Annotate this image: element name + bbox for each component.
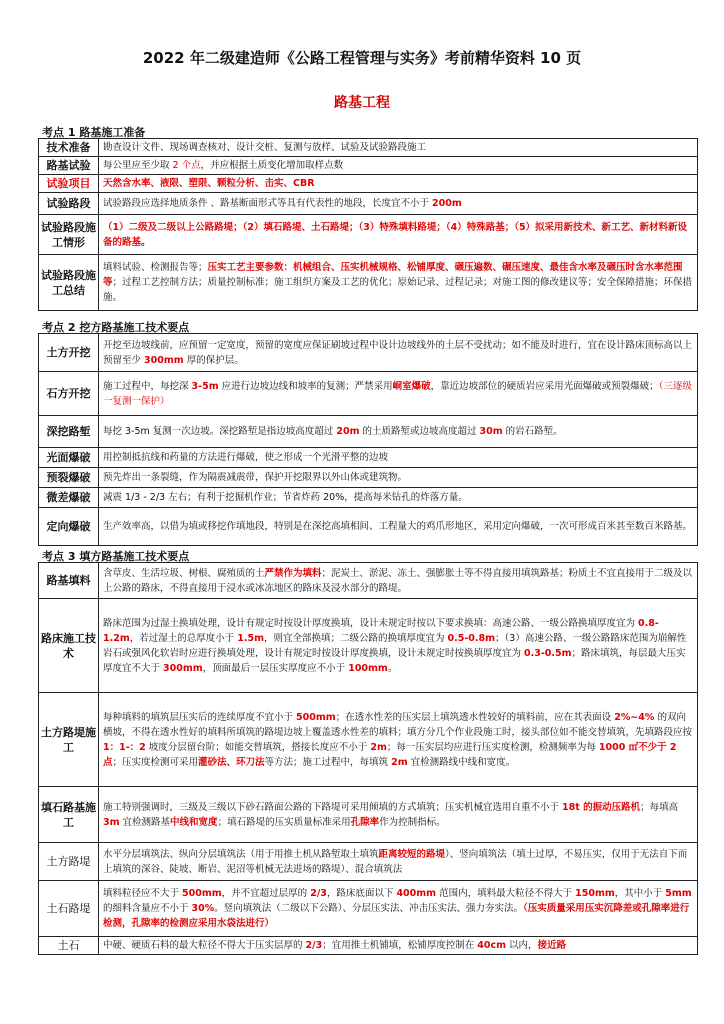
text: 范围内，填料最大粒径不得大于 [436,888,576,899]
table-row [39,255,698,311]
text: 试验路段应选择地质条件 、路基断面形式等具有代表性的地段，长度宜不小于 [103,198,433,209]
text: 等方法；施工过程中，每填筑 [264,756,392,768]
text: 每公里应至少取 [103,160,173,171]
row-key: 路床施工技术 [39,599,99,693]
section-subtitle: 路基工程 [334,95,390,111]
table-row [39,448,698,468]
table-row [39,139,698,157]
text-highlight: 1.5m [237,632,264,644]
text: 中硬、硬质石料的最大粒径不得大于压实层厚的 [103,940,306,951]
text: 含草皮、生活垃圾、树根、腐殖质的土 [103,567,265,579]
row-key: 土方开挖 [39,334,99,372]
text-highlight: 孔隙率 [350,816,380,828]
row-text [99,193,698,215]
table-row [39,468,698,488]
text-highlight: 150mm [575,888,615,899]
text-highlight: 2/3 [310,888,327,899]
row-text [99,416,698,448]
row-key: 土方路堤施工 [39,693,99,787]
text-highlight: 压实工艺主要参数：机械组合、压实机械规格、松铺厚度、碾压遍数、碾压速度、最佳含水率及碾压时含水率范围等 [103,262,683,288]
row-key: 路基试验 [39,157,99,175]
text: 路床范围为过湿土换填处理，设计有规定时按设计厚度换填，设计未规定时按以下要求换填：高速公路、一级公路换填厚度宜为 [103,617,639,629]
text: 施工过程中，每挖深 [103,380,192,392]
text-highlight: 500mm [296,711,336,723]
text: 每挖 3-5m 复测一次边坡。深挖路堑是指边坡高度超过 [103,426,337,437]
text-highlight: （三逐级一复测一保护） [103,380,692,407]
table-row [39,599,698,693]
row-text: 天然含水率、液限、塑限、颗粒分析、击实、CBR [99,175,698,193]
table-row [39,563,698,599]
row-text: 用控制抵抗线和药量的方法进行爆破，使之形成一个光滑平整的边坡 [99,448,698,468]
table-row [39,843,698,881]
text: 宜检测路基 [119,816,171,828]
text: ；过程工艺控制方法；质量控制标准；施工组织方案及工艺的优化；原始记录、过程记录；对施工图的修改建议等；安全保障措施；环保措施。 [103,277,693,303]
text-highlight: 中线和宽度 [170,816,218,828]
text-highlight: 2/3 [305,940,323,951]
section-2-heading: 考点 2 挖方路基施工技术要点 [42,321,190,334]
text: 的双向横坡，不得在透水性好的填料所填筑的路堤边坡上覆盖透水性差的填料；填方分几个作业段施工时，接头部位如不能交替填筑，先填路段应按 [103,711,693,738]
table-row [39,881,698,937]
text: ；宜用推土机铺填，松铺厚度控制在 [322,940,478,951]
text: 。竖向填筑法（二级以下公路）、分层压实法、冲击压实法、强力夯实法。 [214,903,524,914]
table-row [39,416,698,448]
row-key: 土石路堤 [39,881,99,937]
text-highlight: 0.8-1.2m [103,617,659,644]
row-key: 试验路段施工总结 [39,255,99,311]
table-row [39,175,698,193]
text-highlight: 100mm [348,662,388,674]
text-highlight: 3-5m [191,380,219,392]
section-1-heading: 考点 1 路基施工准备 [42,126,146,139]
row-text [99,334,698,372]
text: ；在透水性差的压实层上填筑透水性较好的填料前，应在其表面设 [335,711,615,723]
text: ）、竖向填筑法（填土过厚，不易压实，仅用于无法自下而上填筑的深谷、陡坡、断岩、泥沼等机械无法进场的路堤）、混合填筑法 [103,848,688,875]
text-highlight: 1000 ㎡不少于 2 点 [103,741,677,768]
text: 宜检测路线中线和宽度。 [407,756,516,768]
text-highlight: 30m [479,426,503,437]
text-highlight: 18t 的振动压路机 [562,801,641,813]
text: ；每填高 [640,801,679,813]
text: 施工特别强调时，三级及三级以下砂石路面公路的下路堤可采用倾填的方式填筑；压实机械宜选用自重不小于 [103,801,563,813]
document-title: 2022 年二级建造师《公路工程管理与实务》考前精华资料 10 页 [142,49,582,67]
table-row [39,157,698,175]
row-key: 试验项目 [39,175,99,193]
text-highlight: 严禁作为填料 [264,567,322,579]
text-highlight: 2m [370,741,387,753]
row-key: 定向爆破 [39,508,99,546]
table-row [39,693,698,787]
row-text [99,599,698,693]
text: 。 [387,662,398,674]
text: ，其中小于 [614,888,666,899]
row-key: 土石 [39,937,99,955]
text-highlight: 20m [336,426,360,437]
row-text [99,157,698,175]
table-row [39,334,698,372]
row-text [99,937,698,955]
text: 每种填料的填筑层压实后的连续厚度不宜小于 [103,711,297,723]
text: ；压实度检测可采用 [112,756,199,768]
text: ；填石路堤的压实质量标准采用 [217,816,351,828]
text: ，并应根据土质变化增加取样点数 [200,160,344,171]
text-highlight: 400mm [396,888,437,899]
row-key: 路基填料 [39,563,99,599]
row-key: 微差爆破 [39,488,99,508]
text: 的土质路堑或边坡高度超过 [359,426,480,437]
text: 以内， [506,940,538,951]
text-highlight: 0.5-0.8m [447,632,496,644]
text: ；每一压实层均应进行压实度检测，检测频率为每 [386,741,599,753]
text: 坡度分层留台阶；如能交替填筑，搭接长度应不小于 [145,741,371,753]
text: 作为控制指标。 [379,816,446,828]
row-text: （1）二级及二级以上公路路堤；（2）填石路堤、土石路堤；（3）特殊填料路堤；（4）特殊路基；（5）拟采用新技术、新工艺、新材料新设备的路基。 [99,215,698,255]
row-text: 减震 1/3 - 2/3 左右；有利于挖掘机作业；节省炸药 20%，提高每米钻孔的炸落方量。 [99,488,698,508]
table-row [39,215,698,255]
row-text [99,787,698,843]
text-highlight: 40cm [477,940,507,951]
text: 填料试验、检测报告等； [103,262,208,273]
text: 的细料含量应不小于 [103,903,192,914]
table-section-3 [38,562,698,955]
text-highlight: （压实质量采用压实沉降差或孔隙率进行检测，孔隙率的检测应采用水袋法进行） [103,903,690,929]
row-key: 技术准备 [39,139,99,157]
text-highlight: 1：1-：2 [103,741,146,753]
text: ；泥炭土、淤泥、冻土、强膨胀土等不得直接用填筑路基；粉质土不宜直接用于二级及以上公路的路床，不得直接用于浸水或冰冻地区的路床及浸水部分的路堤。 [103,567,693,594]
text-highlight: 200m [432,198,462,209]
row-key: 预裂爆破 [39,468,99,488]
table-row [39,372,698,416]
text: 水平分层填筑法、纵向分层填筑法（用于用推土机从路堑取土填筑 [103,848,379,860]
text-highlight: 300mm [144,354,184,366]
row-text: 勘查设计文件、现场调查核对、设计交桩、复测与放样、试验及试验路段施工 [99,139,698,157]
text-highlight: 3m [103,816,120,828]
text-highlight: 5mm [665,888,692,899]
row-key: 深挖路堑 [39,416,99,448]
text: ；路床填筑，每层最大压实厚度宜不大于 [103,647,686,674]
row-key: 石方开挖 [39,372,99,416]
row-text [99,693,698,787]
text-highlight: 300mm [163,662,203,674]
table-row [39,937,698,955]
text-highlight: 灌砂法、环刀法 [198,756,265,768]
row-text [99,372,698,416]
text: ，路床底面以下 [326,888,397,899]
section-3-heading: 考点 3 填方路基施工技术要点 [42,550,190,563]
text-highlight: 接近路 [537,940,567,951]
row-key: 土方路堤 [39,843,99,881]
text: ，顶面最后一层压实厚度应不小于 [202,662,349,674]
text-highlight: 2 个点 [172,160,201,171]
text: 的岩石路堑。 [502,426,563,437]
text: ，并不宜超过层厚的 [221,888,311,899]
text: 应进行边坡边线和坡率的复测；严禁采用 [218,380,393,392]
text: 填料粒径应不大于 [103,888,183,899]
row-key: 试验路段 [39,193,99,215]
text-highlight: 30% [191,903,215,914]
text-highlight: 2%~4% [614,711,655,723]
text: ，则宜全部换填；二级公路的换填厚度宜为 [264,632,448,644]
table-row [39,488,698,508]
text: 开挖至边坡线前，应预留一定宽度，预留的宽度应保证刷坡过程中设计边坡线外的土层不受扰动；如不能及时进行，宜在设计路床顶标高以上预留至少 [103,339,693,366]
text-highlight: 0.3-0.5m [524,647,572,659]
text-highlight: 峒室爆破 [392,380,431,392]
row-text [99,843,698,881]
row-key: 试验路段施工情形 [39,215,99,255]
row-text: 预先炸出一条裂缝，作为隔震减震带，保护开挖限界以外山体或建筑物。 [99,468,698,488]
text: 厚的保护层。 [183,354,244,366]
text-highlight: 500mm [182,888,222,899]
table-section-2 [38,333,698,546]
row-key: 光面爆破 [39,448,99,468]
text-highlight: 距离较短的路堤 [378,848,446,860]
table-row [39,508,698,546]
row-text [99,255,698,311]
table-row [39,193,698,215]
table-section-1 [38,138,698,311]
text: ；（3）高速公路、一级公路路床范围为崩解性岩石或强风化软岩时应进行换填处理，设计有规定时按设计厚度换填，设计未规定时按换填厚度宜为 [103,632,687,659]
row-text [99,563,698,599]
text: ，靠近边坡部位的硬质岩应采用光面爆破或预裂爆破； [430,380,659,392]
table-row [39,787,698,843]
row-text [99,881,698,937]
text: ，若过湿土的总厚度小于 [129,632,238,644]
row-key: 填石路基施工 [39,787,99,843]
row-text: 生产效率高，以借为填或移挖作填地段，特别是在深挖高填相间、工程量大的鸡爪形地区，采用定向爆破，一次可形成百米甚至数百米路基。 [99,508,698,546]
text-highlight: 2m [391,756,408,768]
